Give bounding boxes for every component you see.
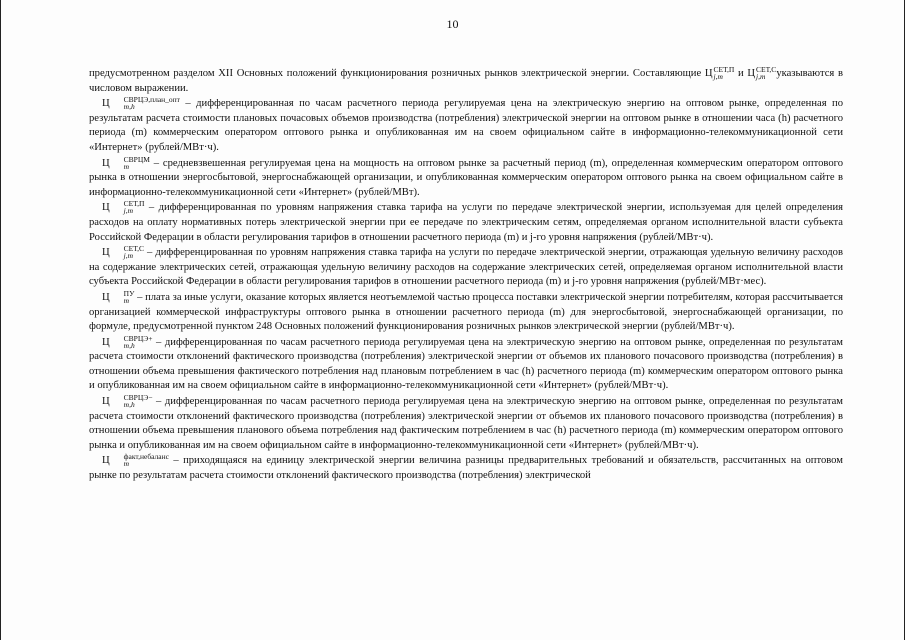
page-border-left — [0, 0, 1, 640]
definition-symbol: Ц ПУ m — [102, 288, 135, 305]
definition-symbol: Ц СЕТ,П j,m — [102, 199, 145, 216]
document-body — [89, 66, 843, 484]
intro-text-1: предусмотренном разделом XII Основных положений функционирования розничных рынков электрической энергии. Составляющие — [89, 68, 702, 79]
definition-text: – приходящаяся на единицу электрической энергии величина разницы предварительных требований и обязательств, рассчитанных на оптовом рынке по результатам расчета стоимости отклонений фактического производства (потребления) электрической — [89, 455, 843, 482]
intro-text-2: указываются в числовом выражении. — [89, 68, 843, 94]
definition-item — [89, 335, 843, 394]
definition-symbol: Ц факт,небаланс m — [102, 452, 169, 469]
definition-text: – средневзвешенная регулируемая цена на мощность на оптовом рынке за расчетный период (m), определенная коммерческим оператором оптового рынка в отношении энергосбытовой, энергоснабжающей организации, и опубликованная коммерческим оператором оптового рынка на своем официальном сайте в информационно-телекоммуникационной сети «Интернет» (рублей/МВт). — [89, 157, 843, 198]
definition-symbol: Ц СВРЦЭ− m,h — [102, 393, 153, 410]
definition-text: – дифференцированная по часам расчетного периода регулируемая цена на электрическую энергию на оптовом рынке, определенная по результатам расчета стоимости плановых почасовых объемов производства (потребления) электрической энергии на оптовом рынке в отношении часа (h) расчетного периода (m) коммерческим оператором оптового рынка и опубликованная им на своем официальном сайте в информационно-телекоммуникационной сети «Интернет» (рублей/МВт·ч). — [89, 98, 843, 153]
definition-symbol: Ц СВРЦЭ,план_опт m,h — [102, 95, 180, 112]
definition-text: – дифференцированная по уровням напряжения ставка тарифа на услуги по передаче электрической энергии, используемая для целей определения расходов на оплату нормативных потерь электрической энергии при ее передаче по электрическим сетям, определяемая органом исполнительной власти субъекта Российской Федерации в области регулирования тарифов в отношении расчетного периода (m) и j-го уровня напряжения (рублей/МВт·ч). — [89, 202, 843, 243]
definition-item — [89, 200, 843, 245]
definition-item — [89, 156, 843, 201]
definition-item — [89, 96, 843, 155]
definition-symbol: Ц СВРЦЭ+ m,h — [102, 333, 153, 350]
definition-item — [89, 394, 843, 453]
definition-item — [89, 453, 843, 483]
definition-symbol: Ц СЕТ,С j,m — [102, 244, 144, 261]
symbol-ts-net-p: Ц СЕТ,П j,m — [704, 65, 735, 81]
definition-symbol: Ц СВРЦМ m — [102, 154, 150, 171]
definition-item — [89, 245, 843, 290]
intro-paragraph — [89, 66, 843, 96]
definition-text: – дифференцированная по часам расчетного периода регулируемая цена на электрическую энергию на оптовом рынке, определенная по результатам расчета стоимости отклонений фактического производства (потребления) электрической энергии от объемов их планового почасового производства (потребления) в отношении объема превышения планового объема потребления над фактическим потреблением в час (h) расчетного периода (m) коммерческим оператором оптового рынка и опубликованная им на своем официальном сайте в информационно-телекоммуникационной сети «Интернет» (рублей/МВт·ч). — [89, 396, 843, 451]
definition-text: – плата за иные услуги, оказание которых является неотъемлемой частью процесса поставки электрической энергии потребителям, которая рассчитывается организацией коммерческой инфраструктуры оптового рынка в отношении расчетного периода (m) для энергосбытовой, энергоснабжающей организации, по формуле, предусмотренной пунктом 248 Основных положений функционирования розничных рынков электрической энергии (рублей/МВт·ч). — [89, 291, 843, 333]
intro-and: и — [737, 68, 744, 79]
definition-item — [89, 290, 843, 335]
page-number: 10 — [446, 17, 459, 31]
definition-text: – дифференцированная по часам расчетного периода регулируемая цена на электрическую энергию на оптовом рынке, определенная по результатам расчета стоимости отклонений фактического производства (потребления) электрической энергии от объемов их планового почасового производства (потребления) в отношении объема превышения фактического потребления над плановым потреблением в час (h) расчетного периода (m) коммерческим оператором оптового рынка и опубликованная им на своем официальном сайте в информационно-телекоммуникационной сети «Интернет» (рублей/МВт·ч). — [89, 336, 843, 392]
symbol-ts-net-s: Ц СЕТ,С j,m — [747, 65, 777, 81]
definition-text: – дифференцированная по уровням напряжения ставка тарифа на услуги по передаче электрической энергии, отражающая удельную величину расходов на содержание электрических сетей, отражающая удельную величину расходов на содержание электрических сетей, определяемая органом исполнительной власти субъекта Российской Федерации в области регулирования тарифов в отношении расчетного периода (m) и j-го уровня напряжения (рублей/МВт·мес). — [89, 247, 843, 288]
